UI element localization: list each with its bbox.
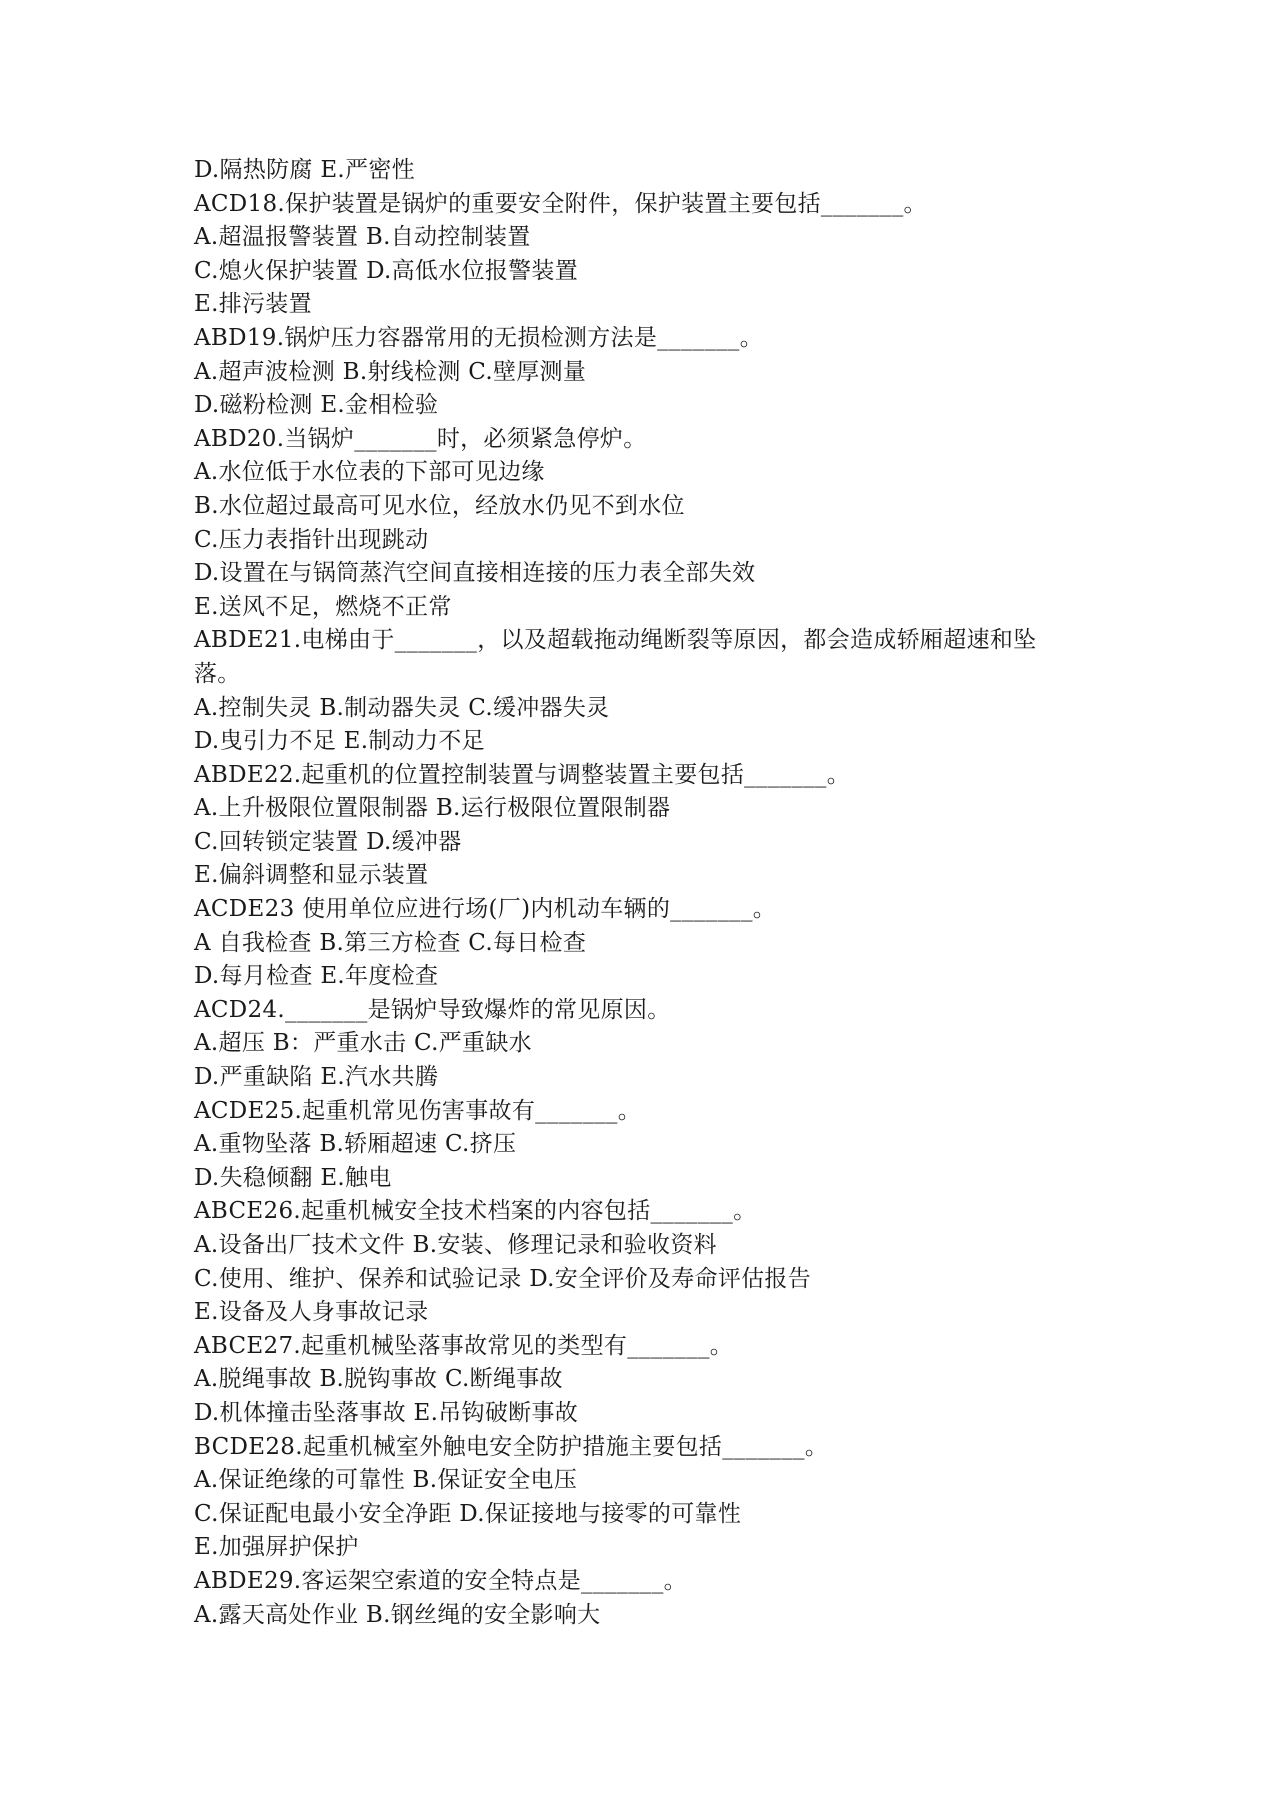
text-line: D.机体撞击坠落事故 E.吊钩破断事故 [194, 1399, 579, 1426]
text-line: ABCE27.起重机械坠落事故常见的类型有_______。 [194, 1332, 734, 1359]
text-line: A.露天高处作业 B.钢丝绳的安全影响大 [194, 1601, 601, 1628]
text-line: BCDE28.起重机械室外触电安全防护措施主要包括_______。 [194, 1433, 829, 1460]
text-line: A.上升极限位置限制器 B.运行极限位置限制器 [194, 795, 671, 822]
text-line: A.脱绳事故 B.脱钩事故 C.断绳事故 [194, 1366, 563, 1393]
text-line: D.每月检查 E.年度检查 [194, 963, 439, 990]
text-line: A.设备出厂技术文件 B.安装、修理记录和验收资料 [194, 1232, 717, 1258]
text-line: E.排污装置 [194, 291, 312, 318]
text-line: A.水位低于水位表的下部可见边缘 [194, 459, 545, 486]
text-line: A.超温报警装置 B.自动控制装置 [194, 224, 531, 251]
text-line: D.曳引力不足 E.制动力不足 [194, 728, 485, 755]
text-line: E.加强屏护保护 [194, 1534, 359, 1561]
text-line: C.使用、维护、保养和试验记录 D.安全评价及寿命评估报告 [194, 1265, 812, 1292]
question-text-block [194, 154, 1094, 1632]
text-line: A 自我检查 B.第三方检查 C.每日检查 [194, 929, 587, 956]
text-line: C.熄火保护装置 D.高低水位报警装置 [194, 257, 579, 284]
text-line: A.超压 B：严重水击 C.严重缺水 [194, 1030, 532, 1057]
text-line: ABD19.锅炉压力容器常用的无损检测方法是_______。 [194, 324, 764, 351]
text-line: D.磁粉检测 E.金相检验 [194, 392, 439, 419]
text-line: ABCE26.起重机械安全技术档案的内容包括_______。 [194, 1198, 757, 1225]
text-line: ABD20.当锅炉_______时，必须紧急停炉。 [194, 425, 647, 452]
text-line: D.设置在与锅筒蒸汽空间直接相连接的压力表全部失效 [194, 560, 756, 587]
text-line: C.压力表指针出现跳动 [194, 526, 429, 553]
text-line: E.送风不足，燃烧不正常 [194, 593, 452, 620]
text-line: ACD18.保护装置是锅炉的重要安全附件，保护装置主要包括_______。 [194, 190, 927, 217]
text-line: 落。 [194, 660, 241, 687]
text-line: ABDE21.电梯由于_______，以及超载拖动绳断裂等原因，都会造成轿厢超速和坠 [194, 627, 1037, 654]
text-line: ABDE29.客运架空索道的安全特点是_______。 [194, 1567, 687, 1594]
text-line: ACDE23 使用单位应进行场(厂)内机动车辆的_______。 [194, 896, 777, 923]
text-line: ACDE25.起重机常见伤害事故有_______。 [194, 1097, 642, 1124]
text-line: C.回转锁定装置 D.缓冲器 [194, 828, 462, 855]
text-line: C.保证配电最小安全净距 D.保证接地与接零的可靠性 [194, 1500, 742, 1527]
text-line: E.偏斜调整和显示装置 [194, 862, 429, 889]
text-line: D.失稳倾翻 E.触电 [194, 1164, 392, 1191]
text-line: A.保证绝缘的可靠性 B.保证安全电压 [194, 1467, 578, 1494]
text-line: ABDE22.起重机的位置控制装置与调整装置主要包括_______。 [194, 761, 851, 788]
text-line: A.超声波检测 B.射线检测 C.壁厚测量 [194, 358, 587, 385]
text-line: D.隔热防腐 E.严密性 [194, 157, 415, 183]
text-line: ACD24._______是锅炉导致爆炸的常见原因。 [194, 996, 671, 1023]
text-line: A.控制失灵 B.制动器失灵 C.缓冲器失灵 [194, 694, 610, 721]
text-line: D.严重缺陷 E.汽水共腾 [194, 1064, 439, 1091]
text-line: E.设备及人身事故记录 [194, 1299, 429, 1326]
text-line: B.水位超过最高可见水位，经放水仍见不到水位 [194, 492, 685, 519]
text-line: A.重物坠落 B.轿厢超速 C.挤压 [194, 1131, 517, 1158]
